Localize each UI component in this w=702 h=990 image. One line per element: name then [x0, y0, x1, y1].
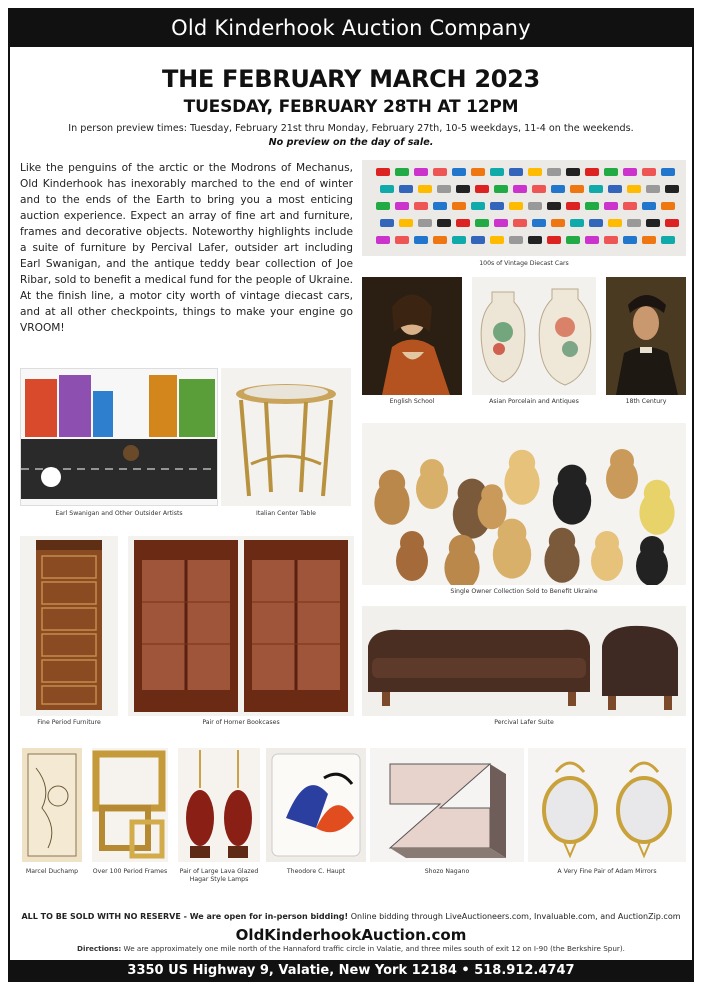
- caption-duchamp: Marcel Duchamp: [25, 868, 79, 875]
- caption-18th: 18th Century: [625, 398, 667, 405]
- lafer-suite-photo: [362, 606, 686, 716]
- center-table-photo: [221, 368, 351, 506]
- caption-nagano: Shozo Nagano: [424, 868, 470, 875]
- directions-label: Directions:: [77, 944, 122, 953]
- preview-times: In person preview times: Tuesday, February 21st thru Monday, February 27th, 10-5 weekdays, 11-4 on the weekends.: [68, 123, 634, 134]
- no-reserve-bold: ALL TO BE SOLD WITH NO RESERVE - We are open for in-person bidding!: [21, 912, 349, 921]
- caption-bears: Single Owner Collection Sold to Benefit Ukraine: [450, 588, 598, 595]
- directions-line: [10, 944, 692, 953]
- diecast-cars-image: [362, 160, 686, 256]
- flyer: [8, 8, 694, 982]
- adam-mirrors-photo: [528, 748, 686, 862]
- diecast-cars-photo: [362, 160, 686, 256]
- no-reserve-line: [10, 912, 692, 921]
- caption-mirrors: A Very Fine Pair of Adam Mirrors: [557, 868, 657, 875]
- caption-period: Fine Period Furniture: [37, 719, 101, 726]
- duchamp-photo: [22, 748, 82, 862]
- website-link[interactable]: OldKinderhookAuction.com: [235, 926, 467, 944]
- horner-bookcases-photo: [128, 536, 354, 716]
- directions-text: We are approximately one mile north of the Hannaford traffic circle in Valatie, and three miles south of exit 12 on I-90 (the Berkshire Spur).: [121, 944, 625, 953]
- nagano-photo: [370, 748, 524, 862]
- 18th-century-photo: [606, 277, 686, 395]
- online-bidding-text: Online bidding through LiveAuctioneers.com, Invaluable.com, and AuctionZip.com: [348, 912, 681, 921]
- asian-porcelain-photo: [472, 277, 596, 395]
- caption-lamps: Pair of Large Lava Glazed Hagar Style Lamps: [179, 868, 259, 883]
- sale-headline: THE FEBRUARY MARCH 2023: [162, 65, 540, 93]
- lamps-photo: [178, 748, 260, 862]
- caption-lafer: Percival Lafer Suite: [494, 719, 554, 726]
- frames-photo: [92, 748, 168, 862]
- no-preview-note: No preview on the day of sale.: [268, 137, 434, 148]
- caption-table: Italian Center Table: [256, 510, 316, 517]
- caption-cars: 100s of Vintage Diecast Cars: [479, 260, 569, 267]
- caption-haupt: Theodore C. Haupt: [286, 868, 346, 875]
- caption-swanigan: Earl Swanigan and Other Outsider Artists: [55, 510, 183, 517]
- caption-horner: Pair of Horner Bookcases: [202, 719, 280, 726]
- haupt-photo: [266, 748, 366, 862]
- address-banner: 3350 US Highway 9, Valatie, New York 12184 • 518.912.4747: [10, 960, 692, 982]
- period-furniture-photo: [20, 536, 118, 716]
- swanigan-photo: [20, 368, 218, 506]
- caption-frames: Over 100 Period Frames: [92, 868, 168, 875]
- caption-asian: Asian Porcelain and Antiques: [489, 398, 579, 405]
- english-school-photo: [362, 277, 462, 395]
- caption-english: English School: [389, 398, 435, 405]
- teddy-bears-photo: [362, 423, 686, 585]
- company-banner: Old Kinderhook Auction Company: [10, 10, 692, 47]
- sale-date: TUESDAY, FEBRUARY 28TH AT 12PM: [183, 97, 519, 117]
- intro-paragraph: Like the penguins of the arctic or the Modrons of Mechanus, Old Kinderhook has inexorably marched to the end of winter and to the ends of the Earth to bring you a most enticing auction experience. Expect an array of fine art and furniture, frames and decorative objects. Noteworthy highlights include a suite of furniture by Percival Lafer, outsider art including Earl Swanigan, and the antique teddy bear collection of Joe Ribar, sold to benefit a medical fund for the people of Ukraine. At the finish line, a motor city worth of vintage diecast cars, and at all other checkpoints, things to make your engine go VROOM!: [20, 162, 353, 334]
